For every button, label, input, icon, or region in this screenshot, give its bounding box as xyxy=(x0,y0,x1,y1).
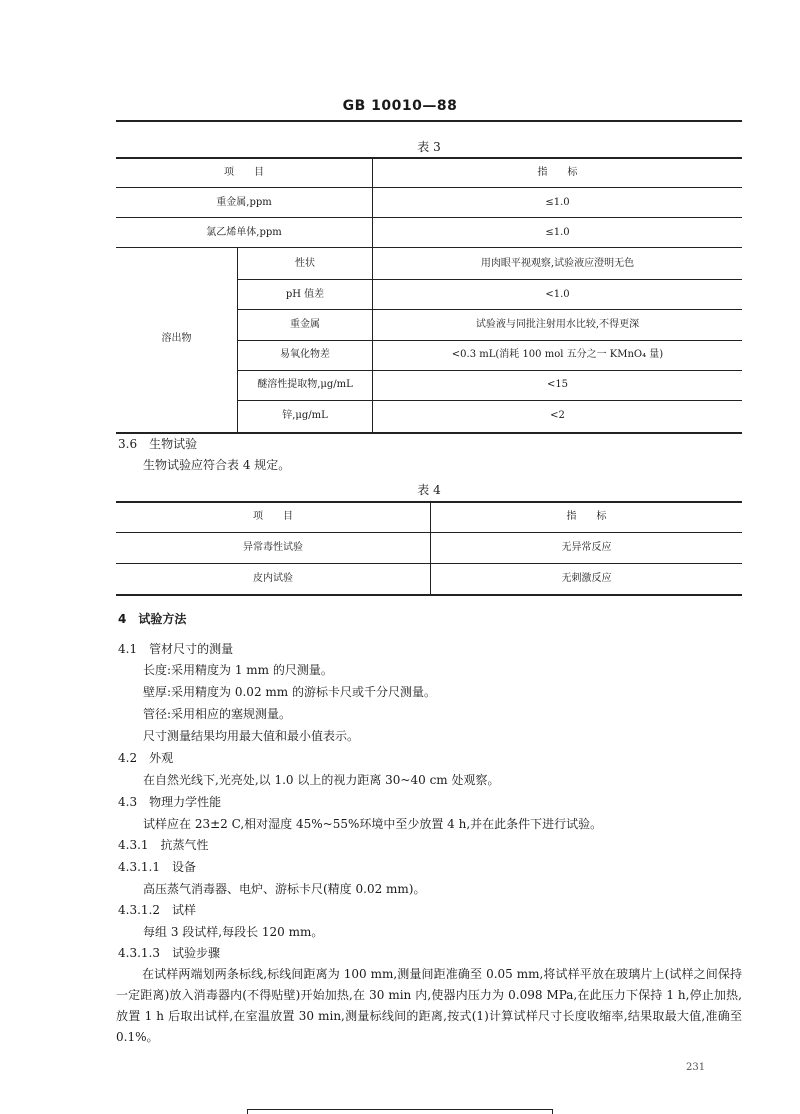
table3-subrow-value: <2 xyxy=(550,410,565,421)
document-header: GB 10010—88 xyxy=(342,98,458,114)
table4-row-divider xyxy=(116,563,742,564)
table3-row-item: 重金属,ppm xyxy=(216,197,272,208)
bottom-frame-left xyxy=(247,1109,248,1114)
table4-header-border xyxy=(116,532,742,533)
section-4-3-1-3-text: 在试样两端划两条标线,标线间距离为 100 mm,测量间距准确至 0.05 mm,将试样平放在玻璃片上(试样之间保持一定距离)放入消毒器内(不得贴壁)开始加热,在 30 min 内,使器内压力为 0.098 MPa,在此压力下保持 1 h,停止加热,放置 1 h 后取出试样,在室温放置 30 min,测量标线间的距离,按式(1)计算试样尺寸长度收缩率,结果取最大值,准确至 0.1%。 xyxy=(116,967,742,1044)
section-4-2-text: 在自然光线下,光亮处,以 1.0 以上的视力距离 30~40 cm 处观察。 xyxy=(143,773,500,787)
section-4-1-line: 尺寸测量结果均用最大值和最小值表示。 xyxy=(143,729,360,743)
table3-subrow-divider xyxy=(237,340,742,341)
table3-row-value: ≤1.0 xyxy=(545,227,570,238)
section-4-2-title: 4.2 外观 xyxy=(118,751,174,765)
table3-subrow-divider xyxy=(237,279,742,280)
table3-top-border xyxy=(116,157,742,159)
table3-group-label: 溶出物 xyxy=(161,333,192,344)
section-4-3-1-1-text: 高压蒸气消毒器、电炉、游标卡尺(精度 0.02 mm)。 xyxy=(143,882,426,896)
section-3-6-title: 3.6 生物试验 xyxy=(118,437,198,451)
section-3-6-text: 生物试验应符合表 4 规定。 xyxy=(143,458,291,472)
table3-header-border xyxy=(116,187,742,188)
table3-subrow-value: <1.0 xyxy=(545,289,570,300)
section-4-3-1-2-text: 每组 3 段试样,每段长 120 mm。 xyxy=(143,925,324,939)
table3-row-value: ≤1.0 xyxy=(545,197,570,208)
section-4-3-title: 4.3 物理力学性能 xyxy=(118,795,222,809)
table3-bottom-border xyxy=(116,432,742,434)
section-4-3-1-2-title: 4.3.1.2 试样 xyxy=(118,903,196,917)
table4-row-item: 皮内试验 xyxy=(253,573,293,584)
table3-header-index: 指 标 xyxy=(537,167,578,178)
table3-subrow-item: 锌,μg/mL xyxy=(282,410,328,421)
table4-header-item: 项 目 xyxy=(253,511,293,522)
table3-caption: 表 3 xyxy=(417,140,441,154)
table3-subrow-divider xyxy=(237,309,742,310)
page-number: 231 xyxy=(686,1062,706,1073)
table4-header-index: 指 标 xyxy=(566,511,607,522)
table4-top-border xyxy=(116,501,742,503)
section-4-title: 4 试验方法 xyxy=(118,612,187,626)
table3-subrow-value: 用肉眼平视观察,试验液应澄明无色 xyxy=(480,258,635,269)
table3-subrow-item: 性状 xyxy=(295,258,315,269)
table3-subrow-divider xyxy=(237,400,742,401)
table4-row-value: 无刺激反应 xyxy=(561,573,612,584)
header-rule xyxy=(116,120,742,122)
table4-row-item: 异常毒性试验 xyxy=(243,542,303,553)
table4-row-value: 无异常反应 xyxy=(561,542,612,553)
table4-bottom-border xyxy=(116,594,742,596)
section-4-1-line: 管径:采用相应的塞规测量。 xyxy=(143,707,292,721)
section-4-1-title: 4.1 管材尺寸的测量 xyxy=(118,642,234,656)
bottom-frame-right xyxy=(552,1109,553,1114)
bottom-frame-rule xyxy=(247,1109,553,1110)
table3-row-item: 氯乙烯单体,ppm xyxy=(206,227,282,238)
table3-header-item: 项 目 xyxy=(224,167,264,178)
table3-row-divider xyxy=(116,247,742,248)
table3-subrow-item: pH 值差 xyxy=(285,289,325,300)
table3-row-divider xyxy=(116,217,742,218)
section-4-3-text: 试样应在 23±2 C,相对湿度 45%~55%环境中至少放置 4 h,并在此条件下进行试验。 xyxy=(143,817,603,831)
table3-subrow-item: 易氧化物差 xyxy=(280,349,330,360)
table3-subrow-value: <15 xyxy=(546,379,569,390)
table3-subrow-item: 重金属 xyxy=(290,319,320,330)
section-4-3-1-1-title: 4.3.1.1 设备 xyxy=(118,860,196,874)
table3-subrow-item: 醚溶性提取物,μg/mL xyxy=(257,379,353,390)
section-4-3-1-title: 4.3.1 抗蒸气性 xyxy=(118,838,209,852)
table3-group-divider xyxy=(237,247,238,433)
table3-subrow-value: <0.3 mL(消耗 100 mol 五分之一 KMnO₄ 量) xyxy=(451,349,664,360)
section-4-1-line: 壁厚:采用精度为 0.02 mm 的游标卡尺或千分尺测量。 xyxy=(143,685,436,699)
table3-subrow-divider xyxy=(237,370,742,371)
section-4-3-1-3-title: 4.3.1.3 试验步骤 xyxy=(118,946,220,960)
table3-subrow-value: 试验液与同批注射用水比较,不得更深 xyxy=(475,319,640,330)
table4-caption: 表 4 xyxy=(417,483,441,497)
section-4-1-line: 长度:采用精度为 1 mm 的尺测量。 xyxy=(143,663,333,677)
